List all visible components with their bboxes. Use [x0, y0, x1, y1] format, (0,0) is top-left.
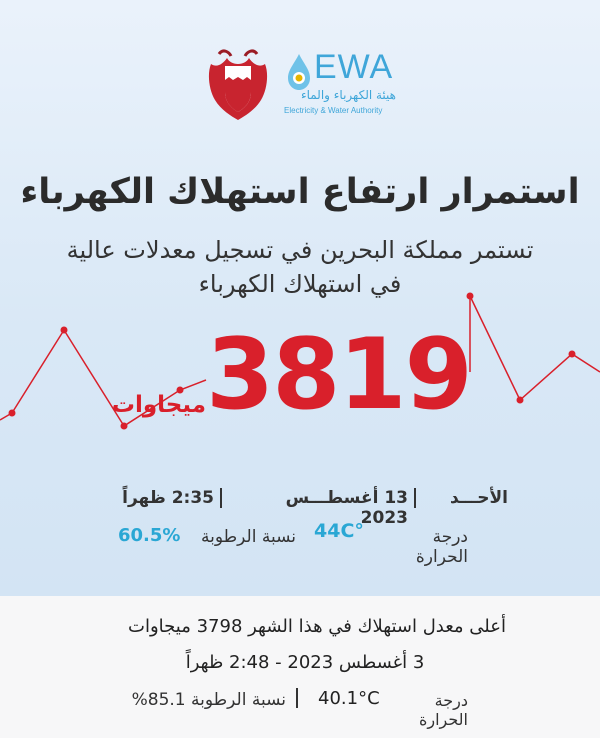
peak-consumption-text: أعلى معدل استهلاك في هذا الشهر 3798 ميجاوات — [128, 616, 506, 637]
ewa-drop-icon — [282, 52, 316, 92]
ewa-brand-text: EWA — [314, 48, 394, 86]
page-title: استمرار ارتفاع استهلاك الكهرباء — [20, 172, 580, 212]
temperature-value: 44C° — [314, 520, 364, 542]
peak-datetime-text: 3 أغسطس 2023 - 2:48 ظهراً — [185, 652, 425, 673]
time-label: 2:35 ظهراً — [122, 488, 214, 508]
peak-temperature-label: درجة الحرارة — [418, 691, 468, 729]
temperature-label: درجة الحرارة — [415, 527, 468, 567]
ewa-brand-english: Electricity & Water Authority — [284, 106, 383, 115]
ewa-brand-arabic: هيئة الكهرباء والماء — [300, 88, 396, 102]
day-label: الأحـــد — [450, 488, 508, 508]
peak-temperature-value: 40.1°C — [318, 688, 380, 709]
bahrain-crest-icon — [205, 44, 271, 124]
subtitle-line-1: تستمر مملكة البحرين في تسجيل معدلات عالية — [66, 236, 534, 264]
separator — [414, 488, 416, 508]
consumption-value: 3819 — [206, 318, 471, 432]
humidity-value: 60.5% — [118, 525, 181, 546]
separator — [220, 488, 222, 508]
humidity-label: نسبة الرطوبة — [201, 527, 296, 547]
subtitle-line-2: في استهلاك الكهرباء — [198, 270, 402, 298]
consumption-unit: ميجاوات — [111, 392, 206, 418]
date-label: 13 أغسطـــس 2023 — [285, 488, 408, 528]
peak-humidity-text: نسبة الرطوبة 85.1% — [131, 690, 286, 710]
separator — [296, 688, 298, 708]
